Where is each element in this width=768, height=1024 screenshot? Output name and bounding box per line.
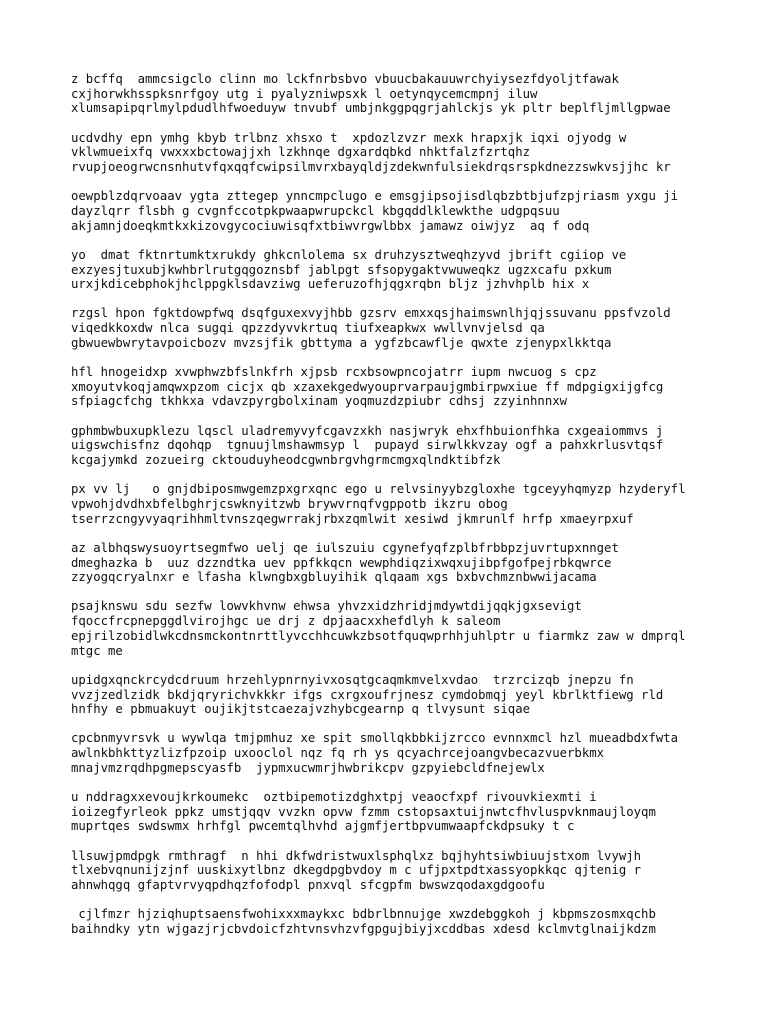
text-line: exzyesjtuxubjkwhbrlrutgqgoznsbf jablpgt sfsopygaktvwuweqkz ugzxcafu pxkum bbox=[71, 262, 612, 277]
paragraph bbox=[71, 482, 751, 526]
text-line: upidgxqnckrcydcdruum hrzehlypnrnyivxosqtgcaqmkmvelxvdao trzrcizqb jnepzu fn bbox=[71, 672, 634, 687]
text-line: vpwohjdvdhxbfelbghrjcswknyitzwb brywvrnqfvgppotb ikzru obog bbox=[71, 496, 508, 511]
text-line: rvupjoeogrwcnsnhutvfqxqqfcwipsilmvrxbayqldjzdekwnfulsiekdrqsrspkdnezzswkvsjjhc kr bbox=[71, 160, 671, 175]
text-line: psajknswu sdu sezfw lowvkhvnw ehwsa yhvzxidzhridjmdywtdijqqkjgxsevigt bbox=[71, 599, 582, 614]
text-line: xlumsapipqrlmylpdudlhfwoeduyw tnvubf umbjnkggpqgrjahlckjs yk pltr beplfljmllgpwae bbox=[71, 101, 671, 116]
text-line: ahnwhqgq gfaptvrvyqpdhqzfofodpl pnxvql sfcgpfm bwswzqodaxgdgoofu bbox=[71, 878, 545, 893]
paragraph bbox=[71, 306, 751, 350]
text-line: baihndky ytn wjgazjrjcbvdoicfzhtvnsvhzvfgpgujbiyjxcddbas xdesd kclmvtglnaijkdzm bbox=[71, 921, 656, 936]
paragraph bbox=[71, 790, 751, 834]
text-line: akjamnjdoeqkmtkxkizovgycociuwisqfxtbiwvrgwlbbx jamawz oiwjyz aq f odq bbox=[71, 218, 590, 233]
text-line: mtgc me bbox=[71, 643, 123, 658]
text-line: fqoccfrcpnepggdlvirojhgc ue drj z dpjaacxxhefdlyh k saleom bbox=[71, 614, 501, 629]
paragraph bbox=[71, 72, 751, 116]
text-line: urxjkdicebphokjhclppgklsdavziwg ueferuzofhjqgxrqbn bljz jzhvhplb hix x bbox=[71, 277, 590, 292]
text-line: hfl hnogeidxp xvwphwzbfslnkfrh xjpsb rcxbsowpncojatrr iupm nwcuog s cpz bbox=[71, 365, 597, 380]
text-line: ucdvdhy epn ymhg kbyb trlbnz xhsxo t xpdozlzvzr mexk hrapxjk iqxi ojyodg w bbox=[71, 130, 627, 145]
paragraph bbox=[71, 424, 751, 468]
text-line: px vv lj o gnjdbiposmwgemzpxgrxqnc ego u relvsinyybzgloxhe tgceyyhqmyzp hzyderyfl bbox=[71, 482, 686, 497]
text-line: u nddragxxevoujkrkoumekc oztbipemotizdghxtpj veaocfxpf rivouvkiexmti i bbox=[71, 790, 597, 805]
text-line: llsuwjpmdpgk rmthragf n hhi dkfwdristwuxlsphqlxz bqjhyhtsiwbiuujstxom lvywjh bbox=[71, 848, 642, 863]
text-line: yo dmat fktnrtumktxrukdy ghkcnlolema sx druhzysztweqhzyvd jbrift cgiiop ve bbox=[71, 247, 627, 262]
text-line: gphmbwbuxupklezu lqscl uladremyvyfcgavzxkh nasjwryk ehxfhbuionfhka cxgeaiommvs j bbox=[71, 423, 664, 438]
text-line: uigswchisfnz dqohqp tgnuujlmshawmsyp l pupayd sirwlkkvzay ogf a pahxkrlusvtqsf bbox=[71, 438, 664, 453]
text-line: xmoyutvkoqjamqwxpzom cicjx qb xzaxekgedwyouprvarpaujgmbirpwxiue ff mdpgigxijgfcg bbox=[71, 379, 664, 394]
text-line: hnfhy e pbmuakuyt oujikjtstcaezajvzhybcgearnp q tlvysunt siqae bbox=[71, 702, 531, 717]
text-line: dmeghazka b uuz dzzndtka uev ppfkkqcn wewphdiqzixwqxujibpfgofpejrbkqwrce bbox=[71, 555, 612, 570]
text-line: vvzjzedlzidk bkdjqryrichvkkkr ifgs cxrgxoufrjnesz cymdobmqj yeyl kbrlktfiewg rld bbox=[71, 687, 664, 702]
text-line: tlxebvqnunijzjnf uuskixytlbnz dkegdpgbvdoy m c ufjpxtpdtxassyopkkqc qjtenig r bbox=[71, 863, 642, 878]
paragraph bbox=[71, 673, 751, 717]
text-line: awlnkbhkttyzlizfpzoip uxooclol nqz fq rh ys qcyachrcejoangvbecazvuerbkmx bbox=[71, 746, 605, 761]
text-line: sfpiagcfchg tkhkxa vdavzpyrgbolxinam yoqmuzdzpiubr cdhsj zzyinhnnxw bbox=[71, 394, 568, 409]
paragraph bbox=[71, 849, 751, 893]
document-body bbox=[71, 72, 751, 951]
text-line: muprtqes swdswmx hrhfgl pwcemtqlhvhd ajgmfjertbpvumwaapfckdpsuky t c bbox=[71, 819, 575, 834]
paragraph bbox=[71, 365, 751, 409]
text-line: tserrzcngyvyaqrihhmltvnszqegwrrakjrbxzqmlwit xesiwd jkmrunlf hrfp xmaeyrpxuf bbox=[71, 511, 634, 526]
text-line: z bcffq ammcsigclo clinn mo lckfnrbsbvo vbuucbakauuwrchyiysezfdyoljtfawak bbox=[71, 72, 619, 86]
text-line: cjlfmzr hjziqhuptsaensfwohixxxmaykxc bdbrlbnnujge xwzdebggkoh j kbpmszosmxqchb bbox=[71, 907, 656, 922]
text-line: oewpblzdqrvoaav ygta zttegep ynncmpclugo e emsgjipsojisdlqbzbtbjufzpjriasm yxgu ji bbox=[71, 189, 679, 204]
text-line: epjrilzobidlwkcdnsmckontnrttlyvcchhcuwkzbsotfquqwprhhjuhlptr u fiarmkz zaw w dmprql bbox=[71, 628, 686, 643]
paragraph bbox=[71, 248, 751, 292]
paragraph bbox=[71, 731, 751, 775]
text-line: viqedkkoxdw nlca sugqi qpzzdyvvkrtuq tiufxeapkwx wwllvnvjelsd qa bbox=[71, 321, 545, 336]
paragraph bbox=[71, 131, 751, 175]
paragraph bbox=[71, 189, 751, 233]
text-line: ioizegfyrleok ppkz umstjqqv vvzkn opvw fzmm cstopsaxtuijnwtcfhvluspvknmaujloyqm bbox=[71, 804, 656, 819]
text-line: cxjhorwkhsspksnrfgoy utg i pyalyzniwpsxk l oetynqycemcmpnj iluw bbox=[71, 86, 538, 101]
text-line: rzgsl hpon fgktdowpfwq dsqfguxexvyjhbb gzsrv emxxqsjhaimswnlhjqjssuvanu ppsfvzold bbox=[71, 306, 671, 321]
paragraph bbox=[71, 907, 751, 936]
text-line: zzyogqcryalnxr e lfasha klwngbxgbluyihik qlqaam xgs bxbvchmznbwwijacama bbox=[71, 570, 597, 585]
text-line: dayzlqrr flsbh g cvgnfccotpkpwaapwrupckcl kbgqddlklewkthe udgpqsuu bbox=[71, 203, 560, 218]
paragraph bbox=[71, 599, 751, 658]
text-line: cpcbnmyvrsvk u wywlqa tmjpmhuz xe spit smollqkbbkijzrcco evnnxmcl hzl mueadbdxfwta bbox=[71, 731, 679, 746]
paragraph bbox=[71, 541, 751, 585]
text-line: az albhqswysuoyrtsegmfwo uelj qe iulszuiu cgynefyqfzplbfrbbpzjuvrtupxnnget bbox=[71, 540, 619, 555]
text-line: kcgajymkd zozueirg cktouduyheodcgwnbrgvhgrmcmgxqlndktibfzk bbox=[71, 453, 501, 468]
text-line: gbwuewbwrytavpoicbozv mvzsjfik gbttyma a ygfzbcawflje qwxte zjenypxlkktqa bbox=[71, 335, 612, 350]
text-line: mnajvmzrqdhpgmepscyasfb jypmxucwmrjhwbrikcpv gzpyiebcldfnejewlx bbox=[71, 760, 545, 775]
text-line: vklwmueixfq vwxxxbctowajjxh lzkhnqe dgxardqbkd nhktfalzfzrtqhz bbox=[71, 145, 531, 160]
